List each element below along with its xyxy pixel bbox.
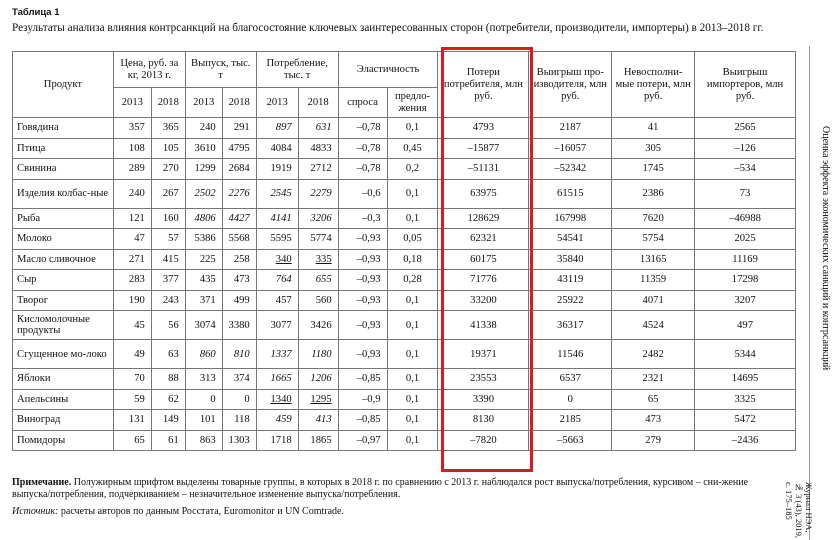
cell-output-2013: 240 [185,118,222,139]
cell-price-2018: 243 [151,290,185,311]
cell-deadweight-losses: 65 [612,389,695,410]
cell-consumption-2018: 3426 [298,311,338,340]
cell-product: Апельсины [13,389,114,410]
cell-consumption-2018: 5774 [298,229,338,250]
cell-price-2013: 289 [113,159,151,180]
sidebar-running-title [809,46,835,540]
cell-consumer-losses: 71776 [438,270,529,291]
cell-consumption-2018: 560 [298,290,338,311]
cell-consumer-losses: –51131 [438,159,529,180]
cell-price-2013: 271 [113,249,151,270]
header-importer-gain: Выигрыш импортеров, млн руб. [695,52,796,118]
cell-product: Масло сливочное [13,249,114,270]
table-row [13,179,796,208]
cell-consumer-losses: 4793 [438,118,529,139]
cell-producer-gain: 2185 [529,410,612,431]
cell-supply-elasticity: 0,1 [387,311,438,340]
cell-demand-elasticity: –0,93 [338,249,387,270]
cell-product: Помидоры [13,430,114,451]
header-supply: предло-жения [387,88,438,118]
cell-product: Сгущенное мо-локо [13,340,114,369]
cell-output-2013: 4806 [185,208,222,229]
cell-output-2013: 101 [185,410,222,431]
cell-demand-elasticity: –0,93 [338,340,387,369]
cell-consumer-losses: 41338 [438,311,529,340]
cell-deadweight-losses: 41 [612,118,695,139]
cell-supply-elasticity: 0,18 [387,249,438,270]
cell-importer-gain: 17298 [695,270,796,291]
cell-product: Виноград [13,410,114,431]
header-deadweight-losses: Невосполни-мые потери, млн руб. [612,52,695,118]
source-label: Источник: [12,506,59,517]
cell-output-2018: 291 [222,118,256,139]
cell-price-2013: 357 [113,118,151,139]
cell-producer-gain: 54541 [529,229,612,250]
cell-consumption-2018: 1180 [298,340,338,369]
cell-price-2018: 377 [151,270,185,291]
cell-importer-gain: –534 [695,159,796,180]
cell-price-2018: 267 [151,179,185,208]
cell-supply-elasticity: 0,1 [387,290,438,311]
cell-price-2018: 270 [151,159,185,180]
cell-supply-elasticity: 0,1 [387,179,438,208]
cell-product: Творог [13,290,114,311]
cell-price-2018: 415 [151,249,185,270]
cell-price-2013: 59 [113,389,151,410]
table-row [13,311,796,340]
cell-price-2013: 190 [113,290,151,311]
cell-producer-gain: 36317 [529,311,612,340]
cell-price-2018: 56 [151,311,185,340]
cell-price-2013: 65 [113,430,151,451]
cell-deadweight-losses: 473 [612,410,695,431]
cell-product: Рыба [13,208,114,229]
cell-price-2018: 63 [151,340,185,369]
cell-deadweight-losses: 2482 [612,340,695,369]
cell-demand-elasticity: –0,85 [338,410,387,431]
cell-demand-elasticity: –0,78 [338,159,387,180]
cell-supply-elasticity: 0,1 [387,389,438,410]
journal-reference: Журнал НЭА, № 3 (43), 2019, с. 175–185 [784,482,814,539]
cell-consumer-losses: 60175 [438,249,529,270]
header-year: 2018 [298,88,338,118]
cell-output-2013: 2502 [185,179,222,208]
cell-supply-elasticity: 0,1 [387,208,438,229]
cell-output-2013: 313 [185,369,222,390]
cell-importer-gain: 11169 [695,249,796,270]
cell-deadweight-losses: 2321 [612,369,695,390]
running-title: Оценка эффекта экономических санкций и контрсанкций [820,126,831,371]
cell-consumption-2013: 457 [256,290,298,311]
cell-importer-gain: 14695 [695,369,796,390]
cell-price-2013: 47 [113,229,151,250]
cell-output-2018: 473 [222,270,256,291]
cell-importer-gain: 2565 [695,118,796,139]
cell-consumption-2018: 1865 [298,430,338,451]
cell-producer-gain: 35840 [529,249,612,270]
table-row [13,208,796,229]
cell-consumer-losses: 19371 [438,340,529,369]
cell-output-2018: 2276 [222,179,256,208]
cell-output-2018: 118 [222,410,256,431]
header-price: Цена, руб. за кг, 2013 г. [113,52,185,88]
cell-importer-gain: 5472 [695,410,796,431]
cell-consumption-2013: 764 [256,270,298,291]
cell-price-2018: 62 [151,389,185,410]
cell-output-2018: 1303 [222,430,256,451]
cell-price-2013: 70 [113,369,151,390]
cell-consumption-2013: 5595 [256,229,298,250]
cell-demand-elasticity: –0,78 [338,138,387,159]
cell-output-2018: 499 [222,290,256,311]
cell-output-2013: 5386 [185,229,222,250]
cell-producer-gain: 25922 [529,290,612,311]
cell-output-2018: 0 [222,389,256,410]
cell-producer-gain: 61515 [529,179,612,208]
cell-consumer-losses: 3390 [438,389,529,410]
cell-consumption-2018: 4833 [298,138,338,159]
table-row [13,249,796,270]
cell-supply-elasticity: 0,45 [387,138,438,159]
cell-output-2018: 2684 [222,159,256,180]
cell-output-2018: 258 [222,249,256,270]
cell-producer-gain: 0 [529,389,612,410]
cell-output-2018: 810 [222,340,256,369]
cell-output-2013: 0 [185,389,222,410]
cell-demand-elasticity: –0,93 [338,311,387,340]
cell-price-2013: 121 [113,208,151,229]
header-elasticity: Эластичность [338,52,438,88]
cell-supply-elasticity: 0,28 [387,270,438,291]
cell-supply-elasticity: 0,1 [387,410,438,431]
cell-producer-gain: 167998 [529,208,612,229]
cell-consumption-2013: 897 [256,118,298,139]
cell-producer-gain: –52342 [529,159,612,180]
header-producer-gain: Выигрыш про-изводителя, млн руб. [529,52,612,118]
header-product: Продукт [13,52,114,118]
cell-output-2018: 4427 [222,208,256,229]
table-row [13,229,796,250]
cell-deadweight-losses: 13165 [612,249,695,270]
cell-demand-elasticity: –0,78 [338,118,387,139]
cell-consumption-2018: 655 [298,270,338,291]
cell-price-2018: 57 [151,229,185,250]
cell-output-2018: 3380 [222,311,256,340]
table-row [13,270,796,291]
cell-consumption-2018: 1206 [298,369,338,390]
cell-product: Сыр [13,270,114,291]
cell-consumption-2013: 340 [256,249,298,270]
cell-importer-gain: 5344 [695,340,796,369]
cell-consumer-losses: –15877 [438,138,529,159]
cell-deadweight-losses: 2386 [612,179,695,208]
cell-supply-elasticity: 0,1 [387,340,438,369]
cell-producer-gain: 43119 [529,270,612,291]
cell-importer-gain: –46988 [695,208,796,229]
cell-price-2018: 61 [151,430,185,451]
note-text: Полужирным шрифтом выделены товарные группы, в которых в 2018 г. по сравнению с 2013 г. наблюдался рост выпуска/потребления, курсивом – сни-жение выпуска/потребления, подчеркиванием – незначительное изменение выпуска/потребления. [12,477,749,500]
table-row [13,389,796,410]
cell-supply-elasticity: 0,05 [387,229,438,250]
cell-deadweight-losses: 305 [612,138,695,159]
cell-consumer-losses: 128629 [438,208,529,229]
cell-deadweight-losses: 4524 [612,311,695,340]
header-year: 2013 [185,88,222,118]
cell-consumer-losses: –7820 [438,430,529,451]
cell-price-2018: 160 [151,208,185,229]
cell-price-2013: 283 [113,270,151,291]
table-caption: Результаты анализа влияния контрсанкций на благосостояние ключевых заинтересованных сторон (потребители, производители, импортеры) в 2013–2018 гг. [12,22,764,34]
cell-consumption-2018: 335 [298,249,338,270]
cell-consumption-2018: 3206 [298,208,338,229]
table-row [13,410,796,431]
cell-demand-elasticity: –0,85 [338,369,387,390]
cell-demand-elasticity: –0,93 [338,290,387,311]
cell-output-2013: 435 [185,270,222,291]
cell-consumer-losses: 23553 [438,369,529,390]
cell-importer-gain: 2025 [695,229,796,250]
cell-supply-elasticity: 0,1 [387,430,438,451]
cell-output-2018: 4795 [222,138,256,159]
source-text: расчеты авторов по данным Росстата, Euromonitor и UN Comtrade. [58,506,344,517]
cell-deadweight-losses: 5754 [612,229,695,250]
table-source [12,506,344,517]
cell-deadweight-losses: 7620 [612,208,695,229]
cell-product: Молоко [13,229,114,250]
cell-consumption-2018: 631 [298,118,338,139]
header-year: 2018 [151,88,185,118]
cell-product: Свинина [13,159,114,180]
table-row [13,340,796,369]
cell-price-2013: 240 [113,179,151,208]
cell-price-2018: 88 [151,369,185,390]
header-output: Выпуск, тыс. т [185,52,256,88]
cell-price-2013: 131 [113,410,151,431]
cell-producer-gain: 6537 [529,369,612,390]
cell-consumption-2013: 3077 [256,311,298,340]
cell-price-2018: 365 [151,118,185,139]
cell-deadweight-losses: 1745 [612,159,695,180]
cell-producer-gain: 2187 [529,118,612,139]
cell-consumption-2013: 1340 [256,389,298,410]
header-consumption: Потребление, тыс. т [256,52,338,88]
cell-consumption-2013: 1337 [256,340,298,369]
table-row [13,138,796,159]
cell-deadweight-losses: 279 [612,430,695,451]
cell-deadweight-losses: 4071 [612,290,695,311]
cell-importer-gain: –2436 [695,430,796,451]
cell-producer-gain: 11546 [529,340,612,369]
cell-supply-elasticity: 0,2 [387,159,438,180]
cell-product: Кисломолочные продукты [13,311,114,340]
cell-consumer-losses: 62321 [438,229,529,250]
cell-consumption-2013: 1665 [256,369,298,390]
cell-consumer-losses: 33200 [438,290,529,311]
table-note [12,477,787,501]
cell-output-2013: 3610 [185,138,222,159]
table-row [13,430,796,451]
header-year: 2013 [256,88,298,118]
cell-price-2013: 49 [113,340,151,369]
cell-supply-elasticity: 0,1 [387,118,438,139]
cell-supply-elasticity: 0,1 [387,369,438,390]
cell-output-2018: 374 [222,369,256,390]
table-row [13,290,796,311]
cell-importer-gain: 73 [695,179,796,208]
cell-price-2013: 45 [113,311,151,340]
cell-consumption-2018: 1295 [298,389,338,410]
cell-consumption-2013: 2545 [256,179,298,208]
cell-consumption-2013: 459 [256,410,298,431]
cell-deadweight-losses: 11359 [612,270,695,291]
header-consumer-losses: Потери потребителя, млн руб. [438,52,529,118]
cell-demand-elasticity: –0,93 [338,229,387,250]
cell-consumer-losses: 63975 [438,179,529,208]
cell-demand-elasticity: –0,3 [338,208,387,229]
cell-consumption-2018: 2712 [298,159,338,180]
cell-price-2018: 149 [151,410,185,431]
cell-output-2013: 371 [185,290,222,311]
cell-producer-gain: –5663 [529,430,612,451]
cell-consumption-2013: 4141 [256,208,298,229]
cell-consumption-2018: 413 [298,410,338,431]
table-label: Таблица 1 [12,7,60,18]
table-row [13,369,796,390]
cell-demand-elasticity: –0,6 [338,179,387,208]
cell-importer-gain: –126 [695,138,796,159]
cell-price-2013: 108 [113,138,151,159]
cell-importer-gain: 3325 [695,389,796,410]
cell-consumption-2013: 4084 [256,138,298,159]
cell-consumption-2013: 1718 [256,430,298,451]
cell-price-2018: 105 [151,138,185,159]
cell-output-2013: 1299 [185,159,222,180]
cell-demand-elasticity: –0,97 [338,430,387,451]
cell-consumption-2018: 2279 [298,179,338,208]
cell-output-2013: 863 [185,430,222,451]
cell-consumption-2013: 1919 [256,159,298,180]
table-row [13,159,796,180]
cell-output-2013: 860 [185,340,222,369]
header-year: 2013 [113,88,151,118]
header-demand: спроса [338,88,387,118]
cell-product: Птица [13,138,114,159]
cell-product: Яблоки [13,369,114,390]
cell-output-2013: 3074 [185,311,222,340]
cell-demand-elasticity: –0,93 [338,270,387,291]
cell-output-2018: 5568 [222,229,256,250]
cell-producer-gain: –16057 [529,138,612,159]
cell-product: Изделия колбас-ные [13,179,114,208]
header-year: 2018 [222,88,256,118]
cell-consumer-losses: 8130 [438,410,529,431]
cell-importer-gain: 3207 [695,290,796,311]
cell-output-2013: 225 [185,249,222,270]
note-label: Примечание. [12,477,72,488]
cell-product: Говядина [13,118,114,139]
cell-demand-elasticity: –0,9 [338,389,387,410]
cell-importer-gain: 497 [695,311,796,340]
results-table [12,51,796,451]
table-row [13,118,796,139]
